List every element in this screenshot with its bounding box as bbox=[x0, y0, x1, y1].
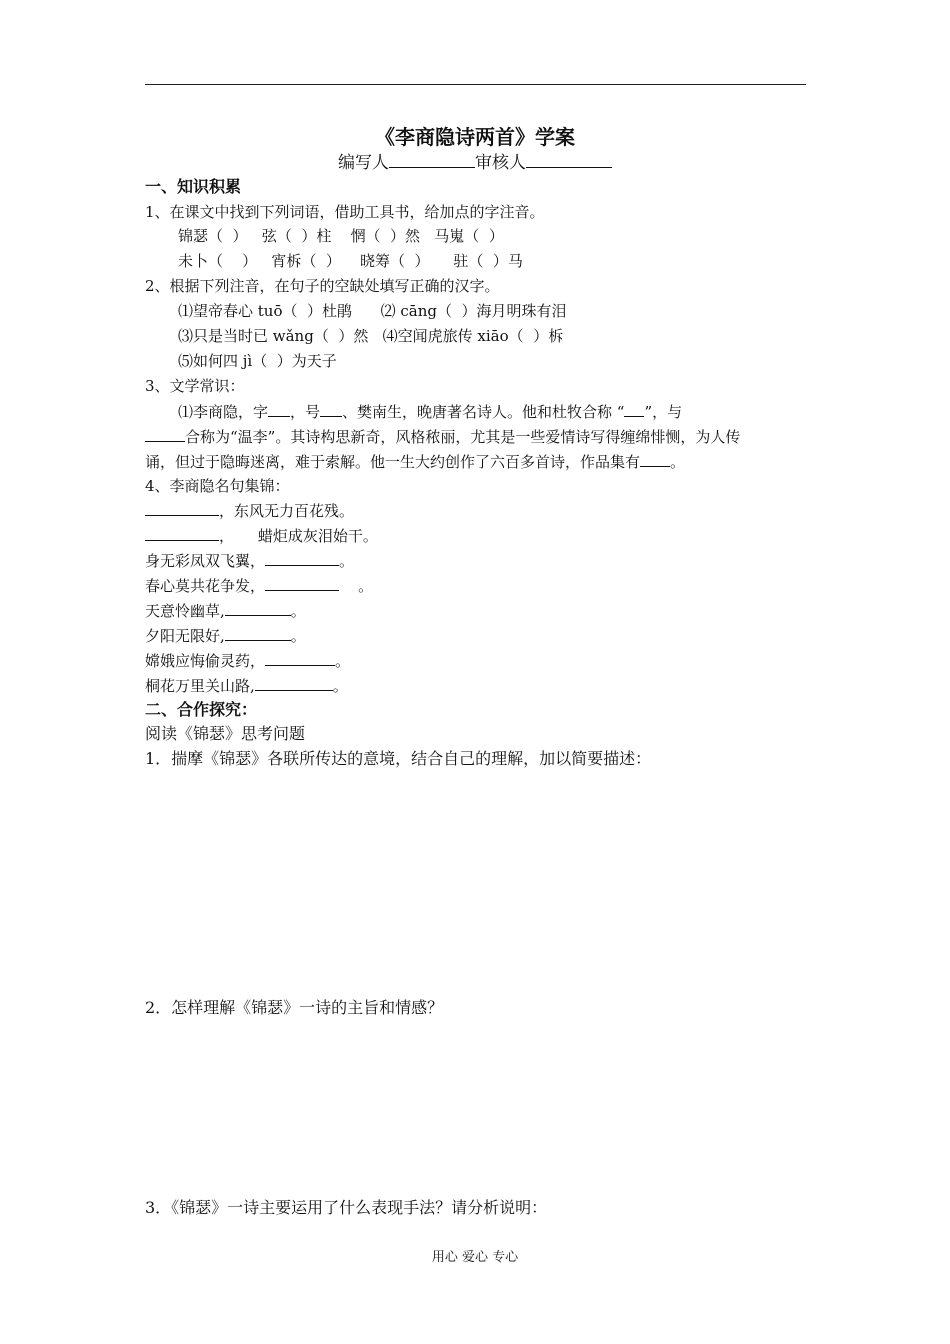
poem-post: ， 蜡炬成灰泪始干。 bbox=[219, 527, 378, 545]
poem-blank[interactable] bbox=[225, 625, 291, 641]
poem-post: 。 bbox=[290, 627, 306, 645]
question-2: 2．怎样理解《锦瑟》一诗的主旨和情感？ bbox=[145, 998, 444, 1017]
poem-pre: 桐花万里关山路, bbox=[145, 677, 255, 695]
poem-blank[interactable] bbox=[255, 675, 333, 691]
author-blank[interactable] bbox=[389, 152, 475, 168]
author-label: 编写人 bbox=[338, 153, 389, 173]
q2-row1: ⑴望帝春心 tuō（ ）杜鹃 ⑵ cāng（ ）海月明珠有泪 bbox=[178, 302, 567, 320]
poem-line bbox=[145, 675, 348, 696]
poem-line bbox=[145, 575, 373, 596]
poem-post: ，东风无力百花残。 bbox=[219, 502, 355, 520]
poem-post: 。 bbox=[339, 577, 374, 595]
q3-blank-heceng[interactable] bbox=[624, 401, 644, 417]
question-3: 3．《锦瑟》一诗主要运用了什么表现手法？请分析说明： bbox=[145, 1198, 548, 1217]
author-line bbox=[0, 152, 950, 174]
poem-pre: 嫦娥应悔偷灵药， bbox=[145, 652, 266, 670]
q3-blank-works[interactable] bbox=[640, 451, 670, 467]
poem-line bbox=[145, 525, 378, 546]
q3-line1 bbox=[178, 401, 682, 422]
q3-line3 bbox=[145, 451, 685, 472]
poem-blank[interactable] bbox=[145, 500, 219, 516]
poem-blank[interactable] bbox=[145, 525, 219, 541]
q1-row2: 未卜（ ） 宵柝（ ） 晓筹（ ） 驻（ ）马 bbox=[178, 252, 523, 270]
poem-blank[interactable] bbox=[265, 575, 339, 591]
page-title: 《李商隐诗两首》学案 bbox=[375, 125, 575, 149]
section2-heading: 二、合作探究： bbox=[145, 700, 258, 719]
q2-row2: ⑶只是当时已 wǎng（ ）然 ⑷空闻虎旅传 xiāo（ ）柝 bbox=[178, 327, 564, 345]
q1-text: 1、在课文中找到下列词语，借助工具书，给加点的字注音。 bbox=[145, 203, 545, 221]
poem-post: 。 bbox=[339, 552, 355, 570]
q3-blank-wen[interactable] bbox=[145, 426, 185, 442]
poem-pre: 身无彩凤双飞翼， bbox=[145, 552, 266, 570]
q3-text: 3、文学常识： bbox=[145, 377, 245, 395]
q3-part2: ，号 bbox=[290, 403, 321, 421]
poem-line bbox=[145, 500, 354, 521]
poem-pre: 夕阳无限好, bbox=[145, 627, 225, 645]
poem-post: 。 bbox=[335, 652, 351, 670]
q3-blank-hao[interactable] bbox=[320, 401, 342, 417]
q4-text: 4、李商隐名句集锦： bbox=[145, 477, 290, 495]
poem-pre: 天意怜幽草, bbox=[145, 602, 225, 620]
section1-heading: 一、知识积累 bbox=[145, 177, 242, 196]
q3-blank-zi[interactable] bbox=[268, 401, 290, 417]
poem-post: 。 bbox=[290, 602, 306, 620]
q3-part1: ⑴李商隐，字 bbox=[178, 403, 269, 421]
poem-blank[interactable] bbox=[265, 550, 339, 566]
question-1: 1．揣摩《锦瑟》各联所传达的意境，结合自己的理解，加以简要描述： bbox=[145, 749, 652, 768]
poem-line bbox=[145, 650, 350, 671]
section2-intro: 阅读《锦瑟》思考问题 bbox=[145, 724, 306, 743]
poem-line bbox=[145, 600, 306, 621]
poem-line bbox=[145, 625, 306, 646]
q2-text: 2、根据下列注音，在句子的空缺处填写正确的汉字。 bbox=[145, 277, 500, 295]
q3-part6: 诵，但过于隐晦迷离，难于索解。他一生大约创作了六百多首诗，作品集有 bbox=[145, 453, 641, 471]
q3-part3: 、樊南生，晚唐著名诗人。他和杜牧合称 “ bbox=[342, 403, 625, 421]
poem-blank[interactable] bbox=[265, 650, 335, 666]
poem-line bbox=[145, 550, 354, 571]
reviewer-label: 审核人 bbox=[475, 153, 526, 173]
poem-blank[interactable] bbox=[225, 600, 291, 616]
reviewer-blank[interactable] bbox=[526, 152, 612, 168]
header-rule bbox=[145, 84, 806, 85]
q3-line2 bbox=[145, 426, 740, 447]
page-footer: 用心 爱心 专心 bbox=[431, 1250, 519, 1265]
q3-part5: 合称为“温李”。其诗构思新奇，风格秾丽，尤其是一些爱情诗写得缠绵悱恻，为人传 bbox=[185, 428, 741, 446]
poem-pre: 春心莫共花争发， bbox=[145, 577, 266, 595]
q2-row3: ⑸如何四 jì（ ）为天子 bbox=[178, 352, 337, 370]
poem-post: 。 bbox=[332, 677, 348, 695]
q3-part7: 。 bbox=[670, 453, 686, 471]
q1-row1: 锦瑟（ ） 弦（ ）柱 惘（ ）然 马嵬（ ） bbox=[178, 227, 504, 245]
q3-part4: ”，与 bbox=[644, 403, 683, 421]
